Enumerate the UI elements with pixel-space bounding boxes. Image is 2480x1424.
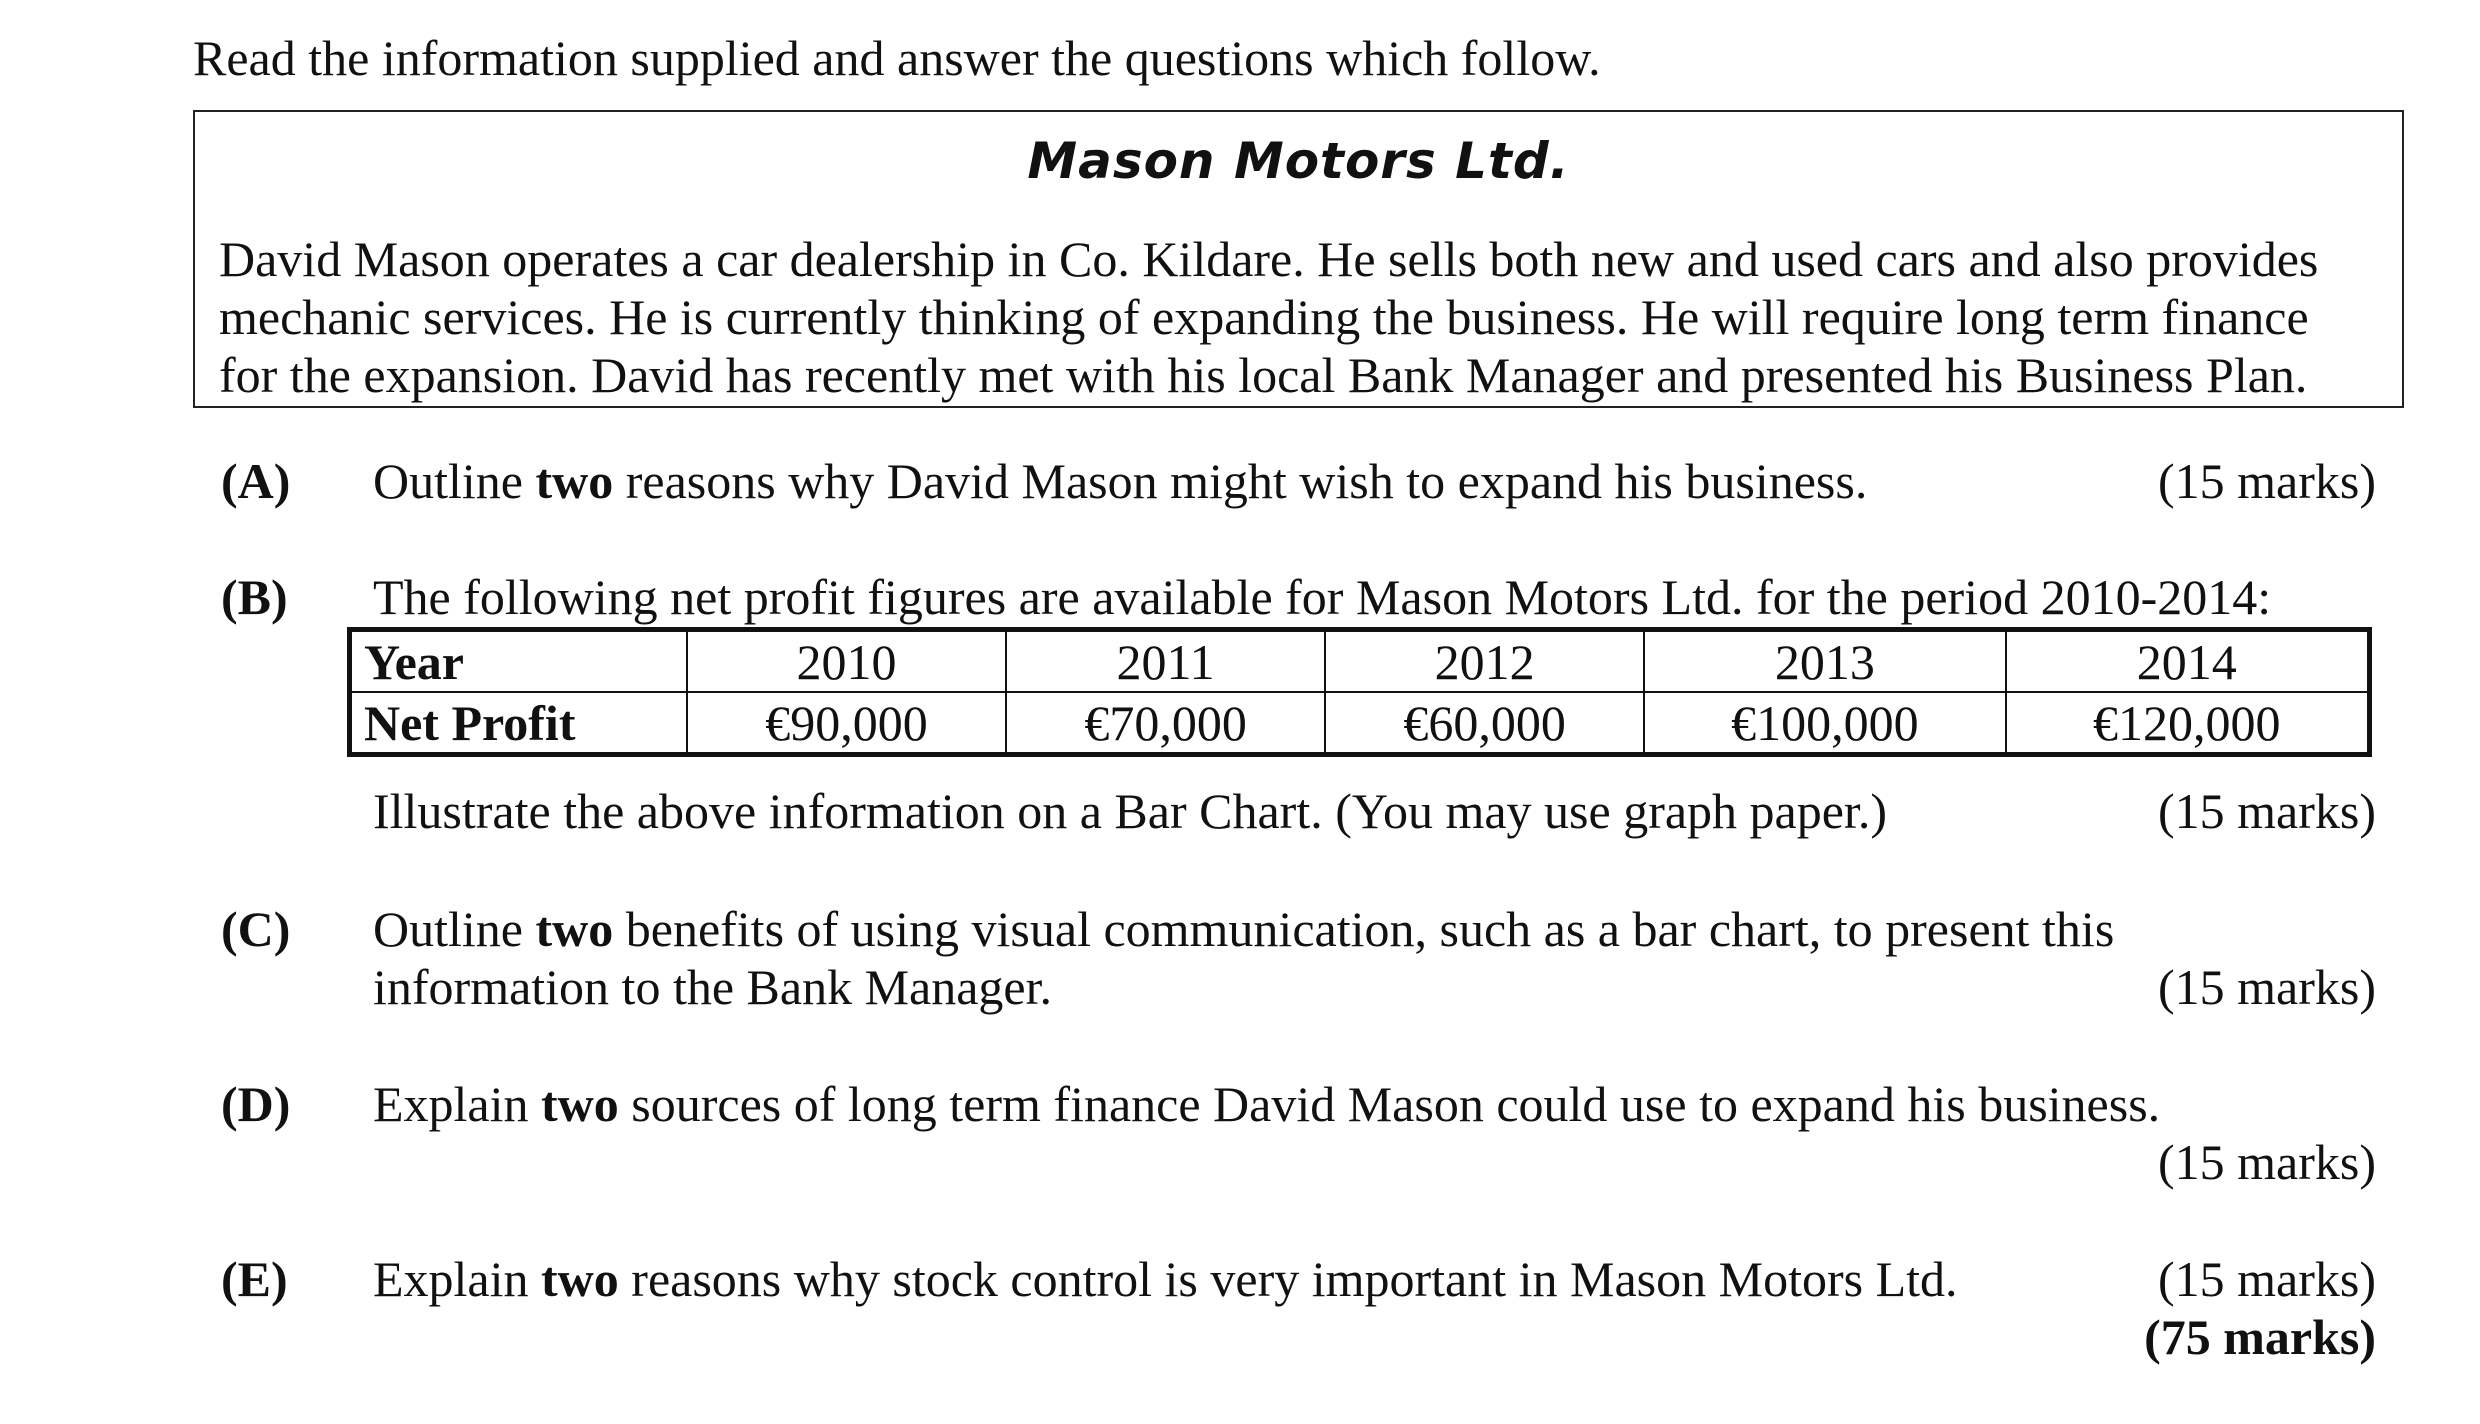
question-c-post: benefits of using visual communication, such as a bar chart, to present this xyxy=(613,901,2115,957)
table-cell-year: 2010 xyxy=(687,630,1006,693)
question-e-letter: (E) xyxy=(221,1251,288,1307)
total-marks: (75 marks) xyxy=(2144,1309,2376,1365)
question-d-marks: (15 marks) xyxy=(2158,1134,2376,1190)
question-d-letter: (D) xyxy=(221,1076,291,1132)
question-e-bold: two xyxy=(541,1251,619,1307)
case-title: Mason Motors Ltd. xyxy=(1027,132,1570,190)
table-cell-profit: €120,000 xyxy=(2006,692,2370,755)
question-b-letter: (B) xyxy=(221,569,288,625)
question-d-pre: Explain xyxy=(373,1076,542,1132)
question-e-pre: Explain xyxy=(373,1251,542,1307)
table-row xyxy=(350,630,2370,693)
question-c-letter: (C) xyxy=(221,901,291,957)
table-cell-year: 2012 xyxy=(1325,630,1644,693)
question-e-text xyxy=(373,1250,1958,1308)
question-e-post: reasons why stock control is very important in Mason Motors Ltd. xyxy=(618,1251,1958,1307)
question-a-marks: (15 marks) xyxy=(2158,453,2376,509)
question-a-pre: Outline xyxy=(373,453,536,509)
question-b-marks: (15 marks) xyxy=(2158,783,2376,839)
question-c-text xyxy=(373,900,2114,958)
question-b-text: The following net profit figures are available for Mason Motors Ltd. for the period 2010-2014: xyxy=(373,569,2272,625)
table-cell-profit: €100,000 xyxy=(1644,692,2005,755)
intro-text: Read the information supplied and answer the questions which follow. xyxy=(193,30,1601,86)
question-c-bold: two xyxy=(535,901,614,957)
question-e-marks: (15 marks) xyxy=(2158,1251,2376,1307)
question-c-pre: Outline xyxy=(373,901,536,957)
case-line: for the expansion. David has recently met with his local Bank Manager and presented his Business Plan. xyxy=(219,347,2308,403)
case-line: David Mason operates a car dealership in Co. Kildare. He sells both new and used cars and also provides xyxy=(219,231,2319,287)
net-profit-table xyxy=(347,627,2372,757)
question-c-marks: (15 marks) xyxy=(2158,959,2376,1015)
table-cell-year: 2014 xyxy=(2006,630,2370,693)
table-row-label: Net Profit xyxy=(350,692,688,755)
question-a-text xyxy=(373,452,1867,510)
question-b-instruction: Illustrate the above information on a Bar Chart. (You may use graph paper.) xyxy=(373,783,1887,839)
table-cell-year: 2011 xyxy=(1006,630,1325,693)
case-description xyxy=(219,230,2382,404)
case-study-box xyxy=(193,110,2404,408)
question-a-bold: two xyxy=(535,453,614,509)
question-a-post: reasons why David Mason might wish to expand his business. xyxy=(613,453,1868,509)
case-line: mechanic services. He is currently thinking of expanding the business. He will require long term finance xyxy=(219,289,2309,345)
question-c-line2: information to the Bank Manager. xyxy=(373,959,1053,1015)
question-d-text xyxy=(373,1075,2160,1133)
question-d-post: sources of long term finance David Mason could use to expand his business. xyxy=(618,1076,2161,1132)
table-cell-profit: €90,000 xyxy=(687,692,1006,755)
table-row xyxy=(350,692,2370,755)
question-a-letter: (A) xyxy=(221,453,291,509)
table-cell-year: 2013 xyxy=(1644,630,2005,693)
question-d-bold: two xyxy=(541,1076,619,1132)
table-row-label: Year xyxy=(350,630,688,693)
table-cell-profit: €60,000 xyxy=(1325,692,1644,755)
table-cell-profit: €70,000 xyxy=(1006,692,1325,755)
